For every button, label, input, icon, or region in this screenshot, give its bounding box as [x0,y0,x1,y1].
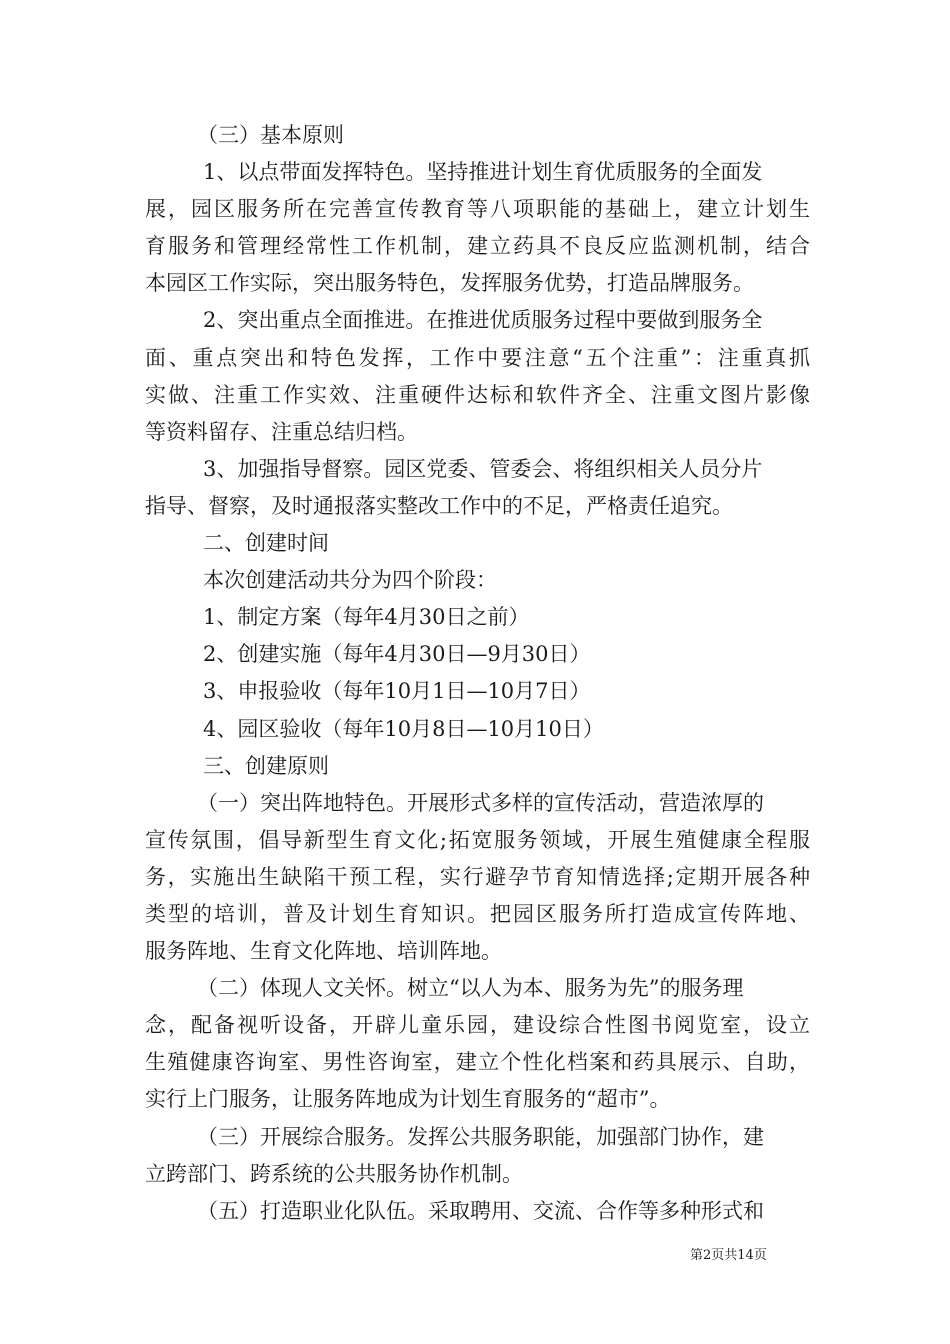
paragraph-line: 务，实施出生缺陷干预工程，实行避孕节育知情选择;定期开展各种 [145,864,810,889]
paragraph-line: 类型的培训，普及计划生育知识。把园区服务所打造成宣传阵地、 [145,901,810,926]
section-heading-creation-principles: 三、创建原则 [203,753,329,778]
paragraph-line: 2、突出重点全面推进。在推进优质服务过程中要做到服务全 [203,308,763,333]
paragraph-line: （一）突出阵地特色。开展形式多样的宣传活动，营造浓厚的 [197,790,764,815]
paragraph-line: 念，配备视听设备，开辟儿童乐园，建设综合性图书阅览室，设立 [145,1013,810,1038]
paragraph-line: 3、加强指导督察。园区党委、管委会、将组织相关人员分片 [203,456,763,481]
paragraph-line: 实行上门服务，让服务阵地成为计划生育服务的“超市”。 [145,1087,671,1112]
section-heading-basic-principles: （三）基本原则 [197,123,344,147]
paragraph-line: 面、重点突出和特色发挥，工作中要注意“五个注重”：注重真抓 [145,345,810,370]
stage-item: 3、申报验收（每年10月1日—10月7日） [203,679,591,704]
paragraph-line: 服务阵地、生育文化阵地、培训阵地。 [145,939,502,964]
paragraph-line: 本园区工作实际，突出服务特色，发挥服务优势，打造品牌服务。 [145,271,754,296]
paragraph-line: （五）打造职业化队伍。采取聘用、交流、合作等多种形式和 [197,1198,764,1223]
paragraph-line: 育服务和管理经常性工作机制，建立药具不良反应监测机制，结合 [145,234,810,259]
section-heading-creation-time: 二、创建时间 [203,531,329,556]
paragraph-line: 1、以点带面发挥特色。坚持推进计划生育优质服务的全面发 [203,160,763,185]
paragraph-line: 等资料留存、注重总结归档。 [145,419,418,444]
paragraph-line: （三）开展综合服务。发挥公共服务职能，加强部门协作，建 [197,1124,764,1149]
paragraph-line: 实做、注重工作实效、注重硬件达标和软件齐全、注重文图片影像 [145,382,810,407]
paragraph-line: 指导、督察，及时通报落实整改工作中的不足，严格责任追究。 [145,493,733,518]
stage-item: 2、创建实施（每年4月30日—9月30日） [203,642,591,667]
paragraph-line: 本次创建活动共分为四个阶段： [203,568,497,593]
paragraph-line: 生殖健康咨询室、男性咨询室，建立个性化档案和药具展示、自助， [145,1050,810,1075]
page-number-footer: 第2页共14页 [690,1248,767,1263]
stage-item: 4、园区验收（每年10月8日—10月10日） [203,716,604,741]
paragraph-line: 立跨部门、跨系统的公共服务协作机制。 [145,1161,523,1186]
paragraph-line: （二）体现人文关怀。树立“以人为本、服务为先”的服务理 [197,976,744,1001]
paragraph-line: 宣传氛围，倡导新型生育文化;拓宽服务领域，开展生殖健康全程服 [145,827,810,852]
paragraph-line: 展，园区服务所在完善宣传教育等八项职能的基础上，建立计划生 [145,197,810,222]
document-body [145,117,810,1230]
stage-item: 1、制定方案（每年4月30日之前） [203,605,530,630]
